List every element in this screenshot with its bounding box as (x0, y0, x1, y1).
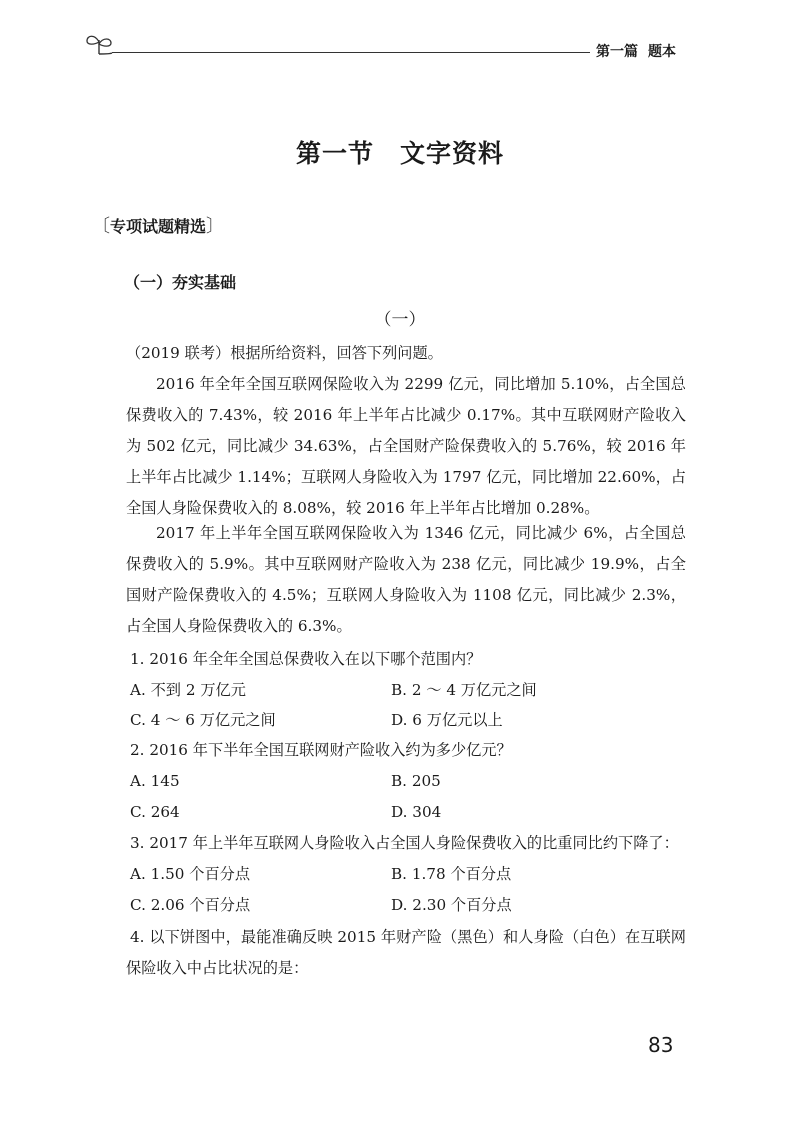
question-1-option-b: B. 2 ～ 4 万亿元之间 (391, 681, 537, 699)
question-1-option-c: C. 4 ～ 6 万亿元之间 (130, 711, 276, 729)
running-head (596, 41, 686, 61)
sub-heading: （一）夯实基础 (124, 273, 237, 292)
question-2-option-a: A. 145 (130, 772, 180, 790)
material-paragraph-2: 2017 年上半年全国互联网保险收入为 1346 亿元，同比减少 6%，占全国总保费收入的 5.9%。其中互联网财产险收入为 238 亿元，同比减少 19.9%，占全国财产险保费收入的 4.5%；互联网人身险收入为 1108 亿元，同比减少 2.3%，占全国人身险保费收入的 6.3%。 (126, 524, 686, 635)
question-2-stem: 2. 2016 年下半年全国互联网财产险收入约为多少亿元？ (130, 741, 512, 759)
question-2-option-d: D. 304 (391, 803, 442, 821)
question-3-option-c: C. 2.06 个百分点 (130, 896, 251, 914)
question-2-option-b: B. 205 (391, 772, 441, 790)
page-number: 83 (648, 1033, 674, 1057)
sprout-icon (84, 32, 114, 56)
question-3-option-d: D. 2.30 个百分点 (391, 896, 512, 914)
block-heading-text: 专项试题精选 (110, 217, 207, 236)
block-heading (92, 212, 224, 238)
block-heading-close-bracket: 〕 (206, 216, 225, 237)
question-3-stem: 3. 2017 年上半年互联网人身险收入占全国人身险保费收入的比重同比约下降了： (130, 834, 679, 852)
running-head-section: 题本 (648, 44, 676, 60)
question-1-option-a: A. 不到 2 万亿元 (130, 681, 246, 699)
question-2-option-c: C. 264 (130, 803, 180, 821)
section-title: 第一节 文字资料 (295, 139, 504, 168)
question-3-option-b: B. 1.78 个百分点 (391, 865, 512, 883)
header-rule (112, 52, 590, 53)
question-3-option-a: A. 1.50 个百分点 (130, 865, 251, 883)
intro-line: （2019 联考）根据所给资料，回答下列问题。 (126, 344, 443, 362)
question-1-stem: 1. 2016 年全年全国总保费收入在以下哪个范围内？ (130, 650, 482, 668)
running-head-part: 第一篇 (596, 44, 638, 60)
question-1-option-d: D. 6 万亿元以上 (391, 711, 503, 729)
group-title: （一） (374, 310, 426, 330)
question-4-stem: 4. 以下饼图中，最能准确反映 2015 年财产险（黑色）和人身险（白色）在互联网保险收入中占比状况的是： (126, 928, 686, 977)
block-heading-open-bracket: 〔 (92, 216, 110, 237)
material-paragraph-1: 2016 年全年全国互联网保险收入为 2299 亿元，同比增加 5.10%，占全国总保费收入的 7.43%，较 2016 年上半年占比减少 0.17%。其中互联网财产险收入为 502 亿元，同比减少 34.63%，占全国财产险保费收入的 5.76%，较 2016 年上半年占比减少 1.14%；互联网人身险收入为 1797 亿元，同比增加 22.60%，占全国人身险保费收入的 8.08%，较 2016 年上半年占比增加 0.28%。 (126, 375, 686, 517)
